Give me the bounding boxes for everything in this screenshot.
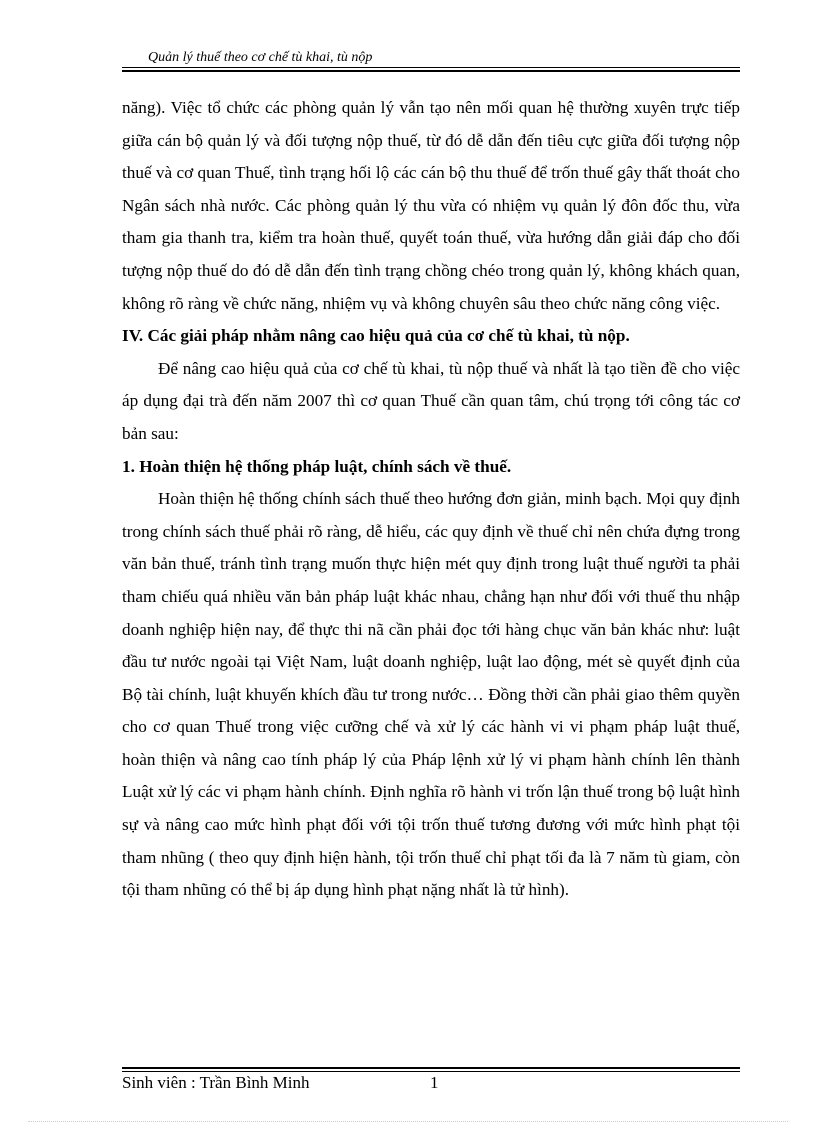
paragraph-section-intro: Để nâng cao hiệu quả của cơ chế tù khai, tù nộp thuế và nhất là tạo tiền đề cho việc áp dụng đại trà đến năm 2007 thì cơ quan Thuế cần quan tâm, chú trọng tới công tác cơ bản sau:: [122, 358, 740, 443]
subsection-heading-1: 1. Hoàn thiện hệ thống pháp luật, chính sách về thuế.: [122, 456, 512, 476]
document-body: [122, 92, 740, 907]
paragraph-legal-reform: Hoàn thiện hệ thống chính sách thuế theo hướng đơn giản, minh bạch. Mọi quy định trong chính sách thuế phải rõ ràng, dễ hiểu, các quy định về thuế chỉ nên chứa đựng trong văn bản thuế, tránh tình trạng muốn thực hiện mét quy định trong luật thuế người ta phải tham chiếu quá nhiều văn bản pháp luật khác nhau, chẳng hạn như đối với thuế thu nhập doanh nghiệp hiện nay, để thực thi nã cần phải đọc tới hàng chục văn bản khác như: luật đầu tư nước ngoài tại Việt Nam, luật doanh nghiệp, luật lao động, mét sè quyết định của Bộ tài chính, luật khuyến khích đầu tư trong nước… Đồng thời cần phải giao thêm quyền cho cơ quan Thuế trong việc cưỡng chế và xử lý các hành vi vi phạm pháp luật thuế, hoàn thiện và nâng cao tính pháp lý của Pháp lệnh xử lý vi phạm hành chính lên thành Luật xử lý các vi phạm hành chính. Định nghĩa rõ hành vi trốn lận thuế trong bộ luật hình sự và nâng cao mức hình phạt đối với tội trốn thuế tương đương với mức hình phạt tội tham nhũng ( theo quy định hiện hành, tội trốn thuế chỉ phạt tối đa là 7 năm tù giam, còn tội tham nhũng có thể bị áp dụng hình phạt nặng nhất là tử hình).: [122, 489, 740, 900]
running-header: Quản lý thuế theo cơ chế tù khai, tù nộp: [148, 50, 373, 65]
header-rule-top: [122, 67, 740, 68]
page-edge-divider: [28, 1121, 788, 1122]
header-rule-bottom: [122, 70, 740, 72]
footer-rule-top: [122, 1067, 740, 1069]
section-heading-iv: IV. Các giải pháp nhằm nâng cao hiệu quả của cơ chế tù khai, tù nộp.: [122, 326, 630, 346]
footer-rule-bottom: [122, 1071, 740, 1072]
paragraph-intro: năng). Việc tổ chức các phòng quản lý vẫn tạo nên mối quan hệ thường xuyên trực tiếp giữa cán bộ quản lý và đối tượng nộp thuế, từ đó dễ dẫn đến tiêu cực giữa đối tượng nộp thuế và cơ quan Thuế, tình trạng hối lộ các cán bộ thu thuế để trốn thuế gây thất thoát cho Ngân sách nhà nước. Các phòng quản lý thu vừa có nhiệm vụ quản lý đôn đốc thu, vừa tham gia thanh tra, kiểm tra hoàn thuế, quyết toán thuế, vừa hướng dẫn giải đáp cho đối tượng nộp thuế do đó dễ dẫn đến tình trạng chồng chéo trong quản lý, không khách quan, không rõ ràng về chức năng, nhiệm vụ và không chuyên sâu theo chức năng công việc.: [122, 98, 740, 313]
page-number: 1: [430, 1073, 439, 1092]
footer-author: Sinh viên : Trần Bình Minh: [122, 1073, 310, 1092]
